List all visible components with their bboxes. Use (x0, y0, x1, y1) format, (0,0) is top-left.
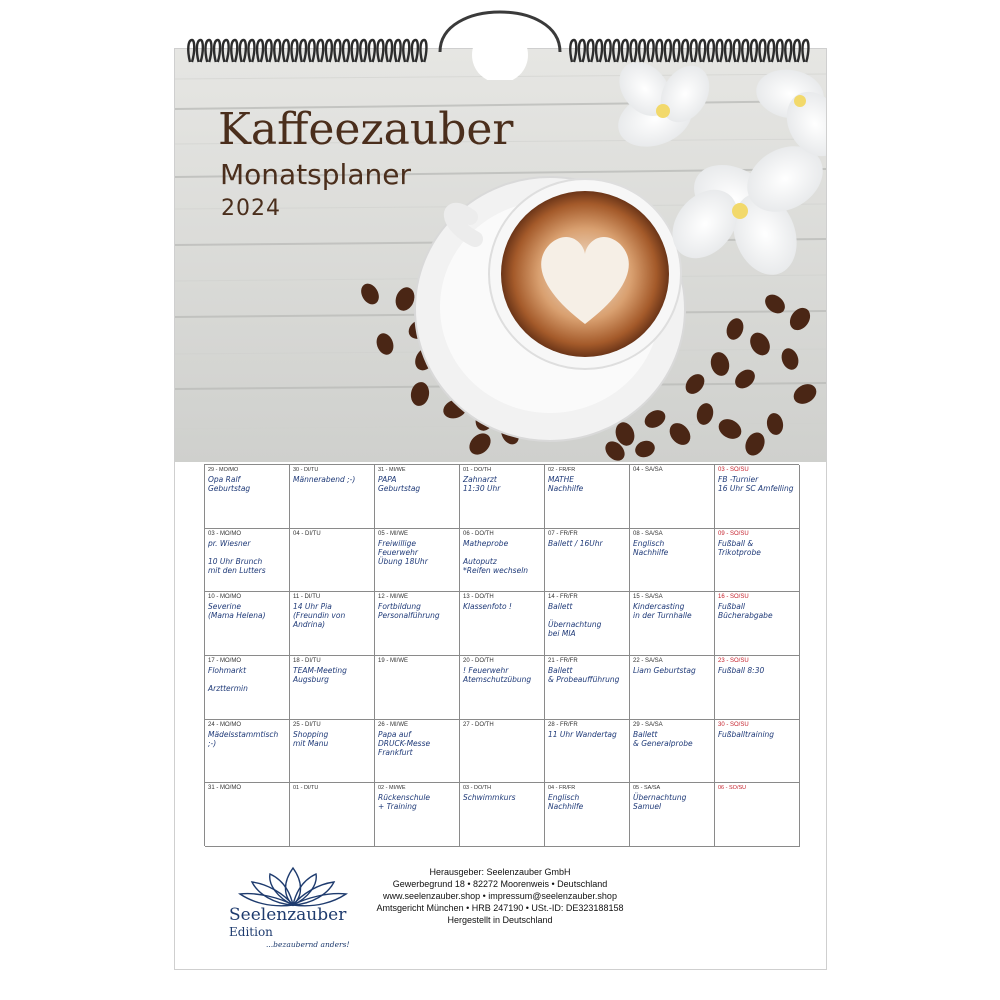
calendar-day-cell[interactable] (205, 656, 290, 720)
day-label: 03 - MO/MO (208, 530, 242, 537)
spiral-coil (613, 40, 619, 62)
spiral-coil (420, 40, 426, 62)
calendar-day-cell[interactable] (715, 656, 800, 720)
spiral-coil (309, 40, 315, 62)
spiral-coil (343, 40, 349, 62)
day-label: 03 - DO/TH (463, 785, 492, 792)
day-label: 15 - SA/SA (633, 594, 663, 601)
publisher-line: Herausgeber: Seelenzauber GmbH (429, 867, 571, 877)
spiral-coil (214, 40, 220, 62)
address-line: Gewerbegrund 18 • 82272 Moorenweis • Deutschland (392, 879, 608, 889)
day-label: 04 - FR/FR (548, 785, 576, 792)
day-label: 30 - DI/TU (293, 467, 319, 473)
day-label: 29 - MO/MO (208, 467, 239, 473)
day-note: 11 Uhr Wandertag (548, 729, 617, 739)
spiral-coil (274, 40, 280, 62)
calendar-day-cell[interactable] (630, 592, 715, 656)
spiral-coil (708, 40, 714, 62)
day-label: 02 - MI/WE (378, 785, 406, 792)
day-note: Matheprobe Autoputz *Reifen wechseln (463, 538, 529, 575)
calendar-day-cell[interactable] (205, 529, 290, 593)
spiral-coil (725, 40, 731, 62)
day-note: 14 Uhr Pia (Freundin von Andrina) (293, 602, 346, 630)
spiral-coil (197, 40, 203, 62)
calendar-day-cell[interactable] (290, 592, 375, 656)
spiral-coil (665, 40, 671, 62)
spiral-coil (656, 40, 662, 62)
day-note: Zahnarzt 11:30 Uhr (463, 475, 501, 493)
spiral-coil (231, 40, 237, 62)
spiral-coil (291, 40, 297, 62)
spiral-coil (734, 40, 740, 62)
spiral-coil (403, 40, 409, 62)
day-label: 29 - SA/SA (633, 721, 663, 728)
day-label: 01 - DI/TU (293, 785, 319, 792)
spiral-coil (257, 40, 263, 62)
day-note: Rückenschule + Training (378, 793, 431, 812)
day-note: Ballett / 16Uhr (548, 538, 603, 548)
spiral-coil (802, 40, 808, 62)
calendar-day-cell[interactable] (715, 592, 800, 656)
day-label: 27 - DO/TH (463, 721, 494, 728)
day-note: pr. Wiesner 10 Uhr Brunch mit den Lutters (208, 538, 266, 575)
spiral-coil (605, 40, 611, 62)
calendar-day-cell[interactable] (460, 783, 545, 847)
calendar-day-cell[interactable] (545, 783, 630, 847)
day-label: 31 - MI/WE (378, 467, 406, 473)
calendar-day-cell[interactable] (460, 465, 545, 529)
spiral-coil (317, 40, 323, 62)
calendar-day-cell[interactable] (545, 529, 630, 593)
day-note: Übernachtung Samuel (633, 793, 687, 812)
cover-year: 2024 (221, 196, 281, 221)
calendar-day-cell[interactable] (715, 720, 800, 784)
cover-title: Kaffeezauber (218, 104, 514, 155)
calendar-day-cell[interactable] (545, 465, 630, 529)
spiral-coil (742, 40, 748, 62)
spiral-coil (716, 40, 722, 62)
calendar-day-cell[interactable] (290, 529, 375, 593)
day-note: Severine (Mama Helena) (208, 602, 266, 621)
day-label: 22 - SA/SA (633, 657, 663, 664)
day-label: 12 - MI/WE (378, 594, 409, 601)
spiral-coil (266, 40, 272, 62)
day-note: TEAM-Meeting Augsburg (293, 665, 347, 684)
spiral-coil (377, 40, 383, 62)
calendar-day-cell[interactable] (715, 529, 800, 593)
day-label: 04 - SA/SA (633, 467, 663, 473)
calendar-day-cell[interactable] (205, 465, 290, 529)
calendar-day-cell[interactable] (375, 783, 460, 847)
day-note: Fußball & Trikotprobe (718, 538, 761, 557)
day-label: 05 - MI/WE (378, 530, 409, 537)
day-label: 06 - DO/TH (463, 530, 494, 537)
spiral-coil (596, 40, 602, 62)
spiral-coil (673, 40, 679, 62)
calendar-day-cell[interactable] (630, 529, 715, 593)
calendar-day-cell[interactable] (375, 656, 460, 720)
spiral-coil (777, 40, 783, 62)
day-label: 21 - FR/FR (548, 657, 578, 664)
day-note: FB -Turnier 16 Uhr SC Amfelling (718, 475, 794, 493)
spiral-coil (283, 40, 289, 62)
day-label: 07 - FR/FR (548, 530, 578, 537)
spiral-coil (240, 40, 246, 62)
day-label: 16 - SO/SU (718, 594, 749, 601)
day-label: 31 - MO/MO (208, 785, 242, 792)
calendar-day-cell[interactable] (290, 720, 375, 784)
made-in-line: Hergestellt in Deutschland (447, 915, 553, 925)
spiral-coil (386, 40, 392, 62)
day-note: Freiwillige Feuerwehr Übung 18Uhr (378, 538, 428, 566)
day-note: Fußball Bücherabgabe (718, 602, 773, 621)
day-label: 28 - FR/FR (548, 721, 578, 728)
spiral-coil (639, 40, 645, 62)
day-label: 05 - SA/SA (633, 785, 661, 792)
spiral-coil (587, 40, 593, 62)
day-note: Kindercasting in der Turnhalle (633, 602, 692, 621)
day-label: 06 - SO/SU (718, 785, 747, 792)
calendar-day-cell[interactable] (290, 656, 375, 720)
day-note: Fortbildung Personalführung (378, 602, 440, 621)
day-label: 18 - DI/TU (293, 657, 321, 664)
day-label: 01 - DO/TH (463, 467, 492, 473)
day-label: 02 - FR/FR (548, 467, 576, 473)
day-note: ! Feuerwehr Atemschutzübung (463, 665, 532, 684)
day-note: Liam Geburtstag (633, 665, 696, 675)
logo-edition: Edition (229, 925, 273, 939)
cover-subtitle: Monatsplaner (220, 158, 411, 191)
spiral-coil (630, 40, 636, 62)
calendar-day-cell[interactable] (715, 783, 800, 847)
calendar-day-cell[interactable] (460, 529, 545, 593)
spiral-coil (360, 40, 366, 62)
day-note: Flohmarkt Arzttermin (208, 665, 248, 693)
day-note: Shopping mit Manu (293, 729, 329, 748)
spiral-coil (248, 40, 254, 62)
publisher-info (350, 866, 650, 926)
calendar-day-cell[interactable] (460, 656, 545, 720)
logo-tagline: ...bezaubernd anders! (266, 940, 350, 949)
calendar-day-cell[interactable] (715, 465, 800, 529)
spiral-coil (334, 40, 340, 62)
calendar-day-cell[interactable] (630, 783, 715, 847)
calendar-day-cell[interactable] (545, 592, 630, 656)
day-note: Ballett Übernachtung bei MIA (548, 602, 602, 639)
spiral-coil (326, 40, 332, 62)
day-note: MATHE Nachhilfe (548, 475, 584, 493)
day-note: PAPA Geburtstag (378, 475, 421, 493)
calendar-day-cell[interactable] (205, 592, 290, 656)
day-label: 03 - SO/SU (718, 467, 749, 473)
day-note: Fußballtraining (718, 729, 775, 739)
spiral-coil (682, 40, 688, 62)
calendar-day-cell[interactable] (375, 592, 460, 656)
calendar-day-cell[interactable] (460, 592, 545, 656)
day-label: 19 - MI/WE (378, 657, 409, 664)
calendar-day-cell[interactable] (460, 720, 545, 784)
spiral-coil (759, 40, 765, 62)
day-note: Schwimmkurs (463, 793, 516, 803)
day-label: 20 - DO/TH (463, 657, 494, 664)
calendar-day-cell[interactable] (545, 656, 630, 720)
day-label: 13 - DO/TH (463, 594, 494, 601)
day-label: 23 - SO/SU (718, 657, 749, 664)
calendar-grid (204, 464, 799, 846)
day-label: 09 - SO/SU (718, 530, 749, 537)
calendar-day-cell[interactable] (375, 465, 460, 529)
spiral-coil (223, 40, 229, 62)
spiral-binding (0, 0, 1000, 80)
spiral-coil (395, 40, 401, 62)
spiral-coil (300, 40, 306, 62)
spiral-coil (785, 40, 791, 62)
registry-line: Amtsgericht München • HRB 247190 • USt.-ID: DE323188158 (376, 903, 624, 913)
website-email-line: www.seelenzauber.shop • impressum@seelenzauber.shop (383, 891, 617, 901)
day-note: Papa auf DRUCK-Messe Frankfurt (378, 729, 431, 757)
calendar-day-cell[interactable] (375, 529, 460, 593)
day-label: 26 - MI/WE (378, 721, 409, 728)
spiral-coil (570, 40, 576, 62)
spiral-coil (369, 40, 375, 62)
day-note: Englisch Nachhilfe (548, 793, 584, 812)
day-note: Ballett & Probeaufführung (548, 665, 620, 684)
day-note: Klassenfoto ! (463, 602, 512, 612)
spiral-coil (188, 40, 194, 62)
calendar-day-cell[interactable] (375, 720, 460, 784)
day-label: 14 - FR/FR (548, 594, 578, 601)
calendar-day-cell[interactable] (630, 656, 715, 720)
day-note: Mädelsstammtisch ;-) (208, 729, 279, 748)
day-label: 30 - SO/SU (718, 721, 749, 728)
calendar-day-cell[interactable] (205, 720, 290, 784)
day-label: 17 - MO/MO (208, 657, 242, 664)
spiral-coil (579, 40, 585, 62)
spiral-coil (794, 40, 800, 62)
day-note: Opa Ralf Geburtstag (208, 475, 251, 493)
calendar-day-cell[interactable] (205, 783, 290, 847)
day-label: 10 - MO/MO (208, 594, 242, 601)
calendar-day-cell[interactable] (545, 720, 630, 784)
spiral-coil (699, 40, 705, 62)
logo-name: Seelenzauber (229, 905, 347, 925)
spiral-coil (205, 40, 211, 62)
day-note: Fußball 8:30 (718, 665, 765, 675)
day-note: Männerabend ;-) (293, 475, 356, 484)
spiral-coil (648, 40, 654, 62)
day-label: 25 - DI/TU (293, 721, 321, 728)
day-note: Ballett & Generalprobe (633, 729, 693, 748)
calendar-day-cell[interactable] (630, 465, 715, 529)
spiral-coil (768, 40, 774, 62)
day-note: Englisch Nachhilfe (633, 538, 669, 557)
spiral-coil (751, 40, 757, 62)
day-label: 24 - MO/MO (208, 721, 242, 728)
calendar-day-cell[interactable] (630, 720, 715, 784)
calendar-day-cell[interactable] (290, 465, 375, 529)
calendar-day-cell[interactable] (290, 783, 375, 847)
day-label: 04 - DI/TU (293, 530, 321, 537)
day-label: 08 - SA/SA (633, 530, 663, 537)
spiral-coil (412, 40, 418, 62)
day-label: 11 - DI/TU (293, 594, 321, 601)
spiral-coil (622, 40, 628, 62)
spiral-coil (352, 40, 358, 62)
spiral-coil (691, 40, 697, 62)
